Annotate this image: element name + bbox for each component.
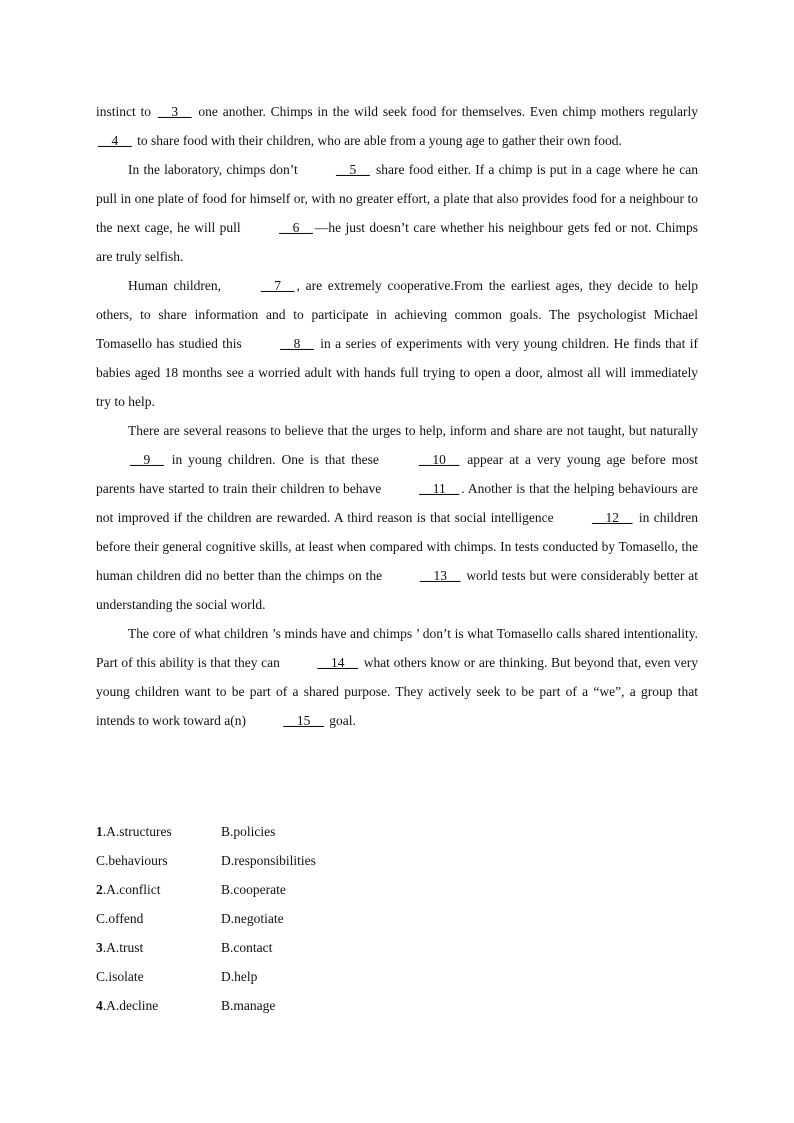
- option-row: [96, 991, 496, 1020]
- option-choice: B.policies: [221, 824, 276, 839]
- answer-blank: __14__: [317, 655, 359, 670]
- paragraph: [96, 271, 698, 416]
- passage-text: . Another is that the helping behaviours are not improved if the children are rewarded. A third reason is that social intelligence: [96, 481, 698, 525]
- passage-text: appear at a very young age before most parents have started to train their children to behave: [96, 452, 698, 496]
- option-left: [96, 933, 221, 962]
- passage-text: goal.: [325, 713, 356, 728]
- answer-blank: __8__: [280, 336, 314, 351]
- option-choice: .A.conflict: [102, 882, 161, 897]
- answer-blank: __9__: [130, 452, 164, 467]
- passage-text: share food either. If a chimp is put in a cage where he can pull in one plate of food for himself or, with no greater effort, a plate that also provides food for a neighbour to the next cage, he will pull: [96, 162, 698, 235]
- passage-text: There are several reasons to believe that the urges to help, inform and share are not taught, but naturally: [128, 423, 698, 438]
- answer-blank: __5__: [336, 162, 370, 177]
- option-choice: .A.structures: [102, 824, 172, 839]
- paragraph: [96, 97, 698, 155]
- option-row: [96, 933, 496, 962]
- passage: [96, 97, 698, 735]
- passage-text: in a series of experiments with very young children. He finds that if babies aged 18 months see a worried adult with hands full trying to open a door, almost all will immediately try to help.: [96, 336, 699, 409]
- option-row: [96, 817, 496, 846]
- passage-text: instinct to: [96, 104, 156, 119]
- option-choice: C.isolate: [96, 969, 144, 984]
- answer-blank: __13__: [419, 568, 461, 583]
- option-choice: D.negotiate: [221, 911, 284, 926]
- option-choice: D.responsibilities: [221, 853, 316, 868]
- answer-blank: __11__: [419, 481, 460, 496]
- question-number: 3: [96, 940, 103, 955]
- option-choice: .A.decline: [102, 998, 159, 1013]
- option-choice: C.behaviours: [96, 853, 168, 868]
- passage-text: in young children. One is that these: [165, 452, 385, 467]
- answer-blank: __6__: [279, 220, 313, 235]
- option-choice: D.help: [221, 969, 258, 984]
- option-choice: B.cooperate: [221, 882, 286, 897]
- passage-text: The core of what children ’s minds have and chimps ’ don’t is what Tomasello calls shared intentionality. Part of this ability is that they can: [96, 626, 698, 670]
- answer-blank: __4__: [98, 133, 132, 148]
- answer-blank: __12__: [592, 510, 633, 525]
- question-number: 4: [96, 998, 103, 1013]
- option-choice: B.manage: [221, 998, 276, 1013]
- option-left: [96, 991, 221, 1020]
- option-left: [96, 904, 221, 933]
- answer-blank: __15__: [283, 713, 324, 728]
- question-number: 2: [96, 882, 103, 897]
- passage-text: world tests but were considerably better at understanding the social world.: [96, 568, 698, 612]
- option-row: [96, 846, 496, 875]
- passage-text: , are extremely cooperative.From the earliest ages, they decide to help others, to share information and to participate in achieving common goals. The psychologist Michael Tomasello has studied this: [96, 278, 699, 351]
- option-left: [96, 875, 221, 904]
- paragraph: [96, 619, 698, 735]
- option-left: [96, 962, 221, 991]
- option-left: [96, 817, 221, 846]
- passage-text: in children before their general cognitive skills, at least when compared with chimps. In tests conducted by Tomasello, the human children did no better than the chimps on the: [96, 510, 699, 583]
- answer-blank: __10__: [418, 452, 460, 467]
- option-choice: .A.trust: [102, 940, 144, 955]
- answer-blank: __7__: [260, 278, 295, 293]
- answer-options: [96, 817, 496, 1020]
- passage-text: to share food with their children, who are able from a young age to gather their own food.: [133, 133, 622, 148]
- paragraph: [96, 416, 698, 619]
- passage-text: one another. Chimps in the wild seek food for themselves. Even chimp mothers regularly: [193, 104, 698, 119]
- passage-text: what others know or are thinking. But beyond that, even very young children want to be part of a shared purpose. They actively seek to be part of a “we”, a group that intends to work toward a(n): [96, 655, 698, 728]
- passage-text: —he just doesn’t care whether his neighbour gets fed or not. Chimps are truly selfish.: [96, 220, 698, 264]
- passage-text: In the laboratory, chimps don’t: [128, 162, 303, 177]
- option-row: [96, 962, 496, 991]
- passage-text: Human children,: [128, 278, 227, 293]
- answer-blank: __3__: [157, 104, 192, 119]
- paragraph: [96, 155, 698, 271]
- option-choice: B.contact: [221, 940, 273, 955]
- option-left: [96, 846, 221, 875]
- option-choice: C.offend: [96, 911, 144, 926]
- question-number: 1: [96, 824, 103, 839]
- option-row: [96, 875, 496, 904]
- option-row: [96, 904, 496, 933]
